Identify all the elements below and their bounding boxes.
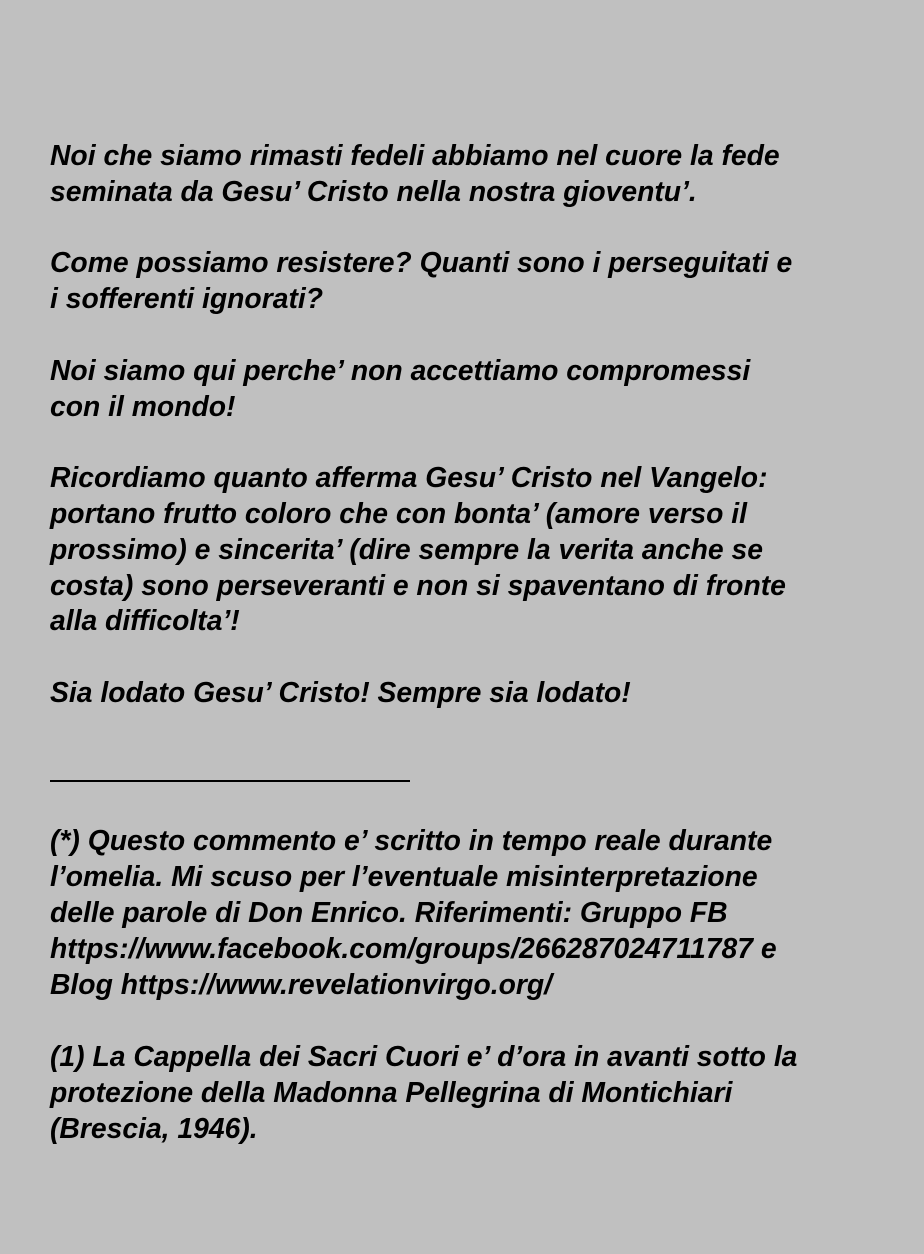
footnotes xyxy=(50,822,916,1146)
text-line: Ricordiamo quanto afferma Gesu’ Cristo nel Vangelo: xyxy=(50,461,768,494)
footnote-divider xyxy=(50,780,410,782)
footnote-asterisk xyxy=(50,822,916,1002)
text-line: con il mondo! xyxy=(50,389,236,422)
text-line: Come possiamo resistere? Quanti sono i perseguitati e xyxy=(50,246,793,279)
text-line: i sofferenti ignorati? xyxy=(50,282,324,315)
text-line: portano frutto coloro che con bonta’ (amore verso il xyxy=(50,496,748,529)
text-line: Blog https://www.revelationvirgo.org/ xyxy=(50,968,553,1000)
text-line: Noi siamo qui perche’ non accettiamo compromessi xyxy=(50,353,751,386)
document-body xyxy=(50,138,916,711)
text-line: costa) sono perseveranti e non si spaventano di fronte xyxy=(50,568,786,601)
text-line: (*) Questo commento e’ scritto in tempo reale durante xyxy=(50,824,773,856)
paragraph-faithful xyxy=(50,138,916,210)
text-line: delle parole di Don Enrico. Riferimenti: Gruppo FB xyxy=(50,896,728,928)
text-line: protezione della Madonna Pellegrina di Montichiari xyxy=(50,1075,733,1108)
paragraph-praise xyxy=(50,675,916,711)
text-line: seminata da Gesu’ Cristo nella nostra gioventu’. xyxy=(50,174,697,207)
text-line: prossimo) e sincerita’ (dire sempre la verita anche se xyxy=(50,532,763,565)
text-line: (1) La Cappella dei Sacri Cuori e’ d’ora in avanti sotto la xyxy=(50,1039,798,1072)
footnote-1 xyxy=(50,1038,916,1146)
text-line: l’omelia. Mi scuso per l’eventuale misinterpretazione xyxy=(50,860,758,892)
text-line: alla difficolta’! xyxy=(50,604,240,637)
paragraph-no-compromise xyxy=(50,353,916,425)
text-line: (Brescia, 1946). xyxy=(50,1111,258,1144)
text-line: https://www.facebook.com/groups/266287024711787 e xyxy=(50,932,777,964)
paragraph-gospel xyxy=(50,460,916,639)
paragraph-resist xyxy=(50,245,916,317)
text-line: Noi che siamo rimasti fedeli abbiamo nel cuore la fede xyxy=(50,139,780,171)
text-line: Sia lodato Gesu’ Cristo! Sempre sia lodato! xyxy=(50,675,631,708)
